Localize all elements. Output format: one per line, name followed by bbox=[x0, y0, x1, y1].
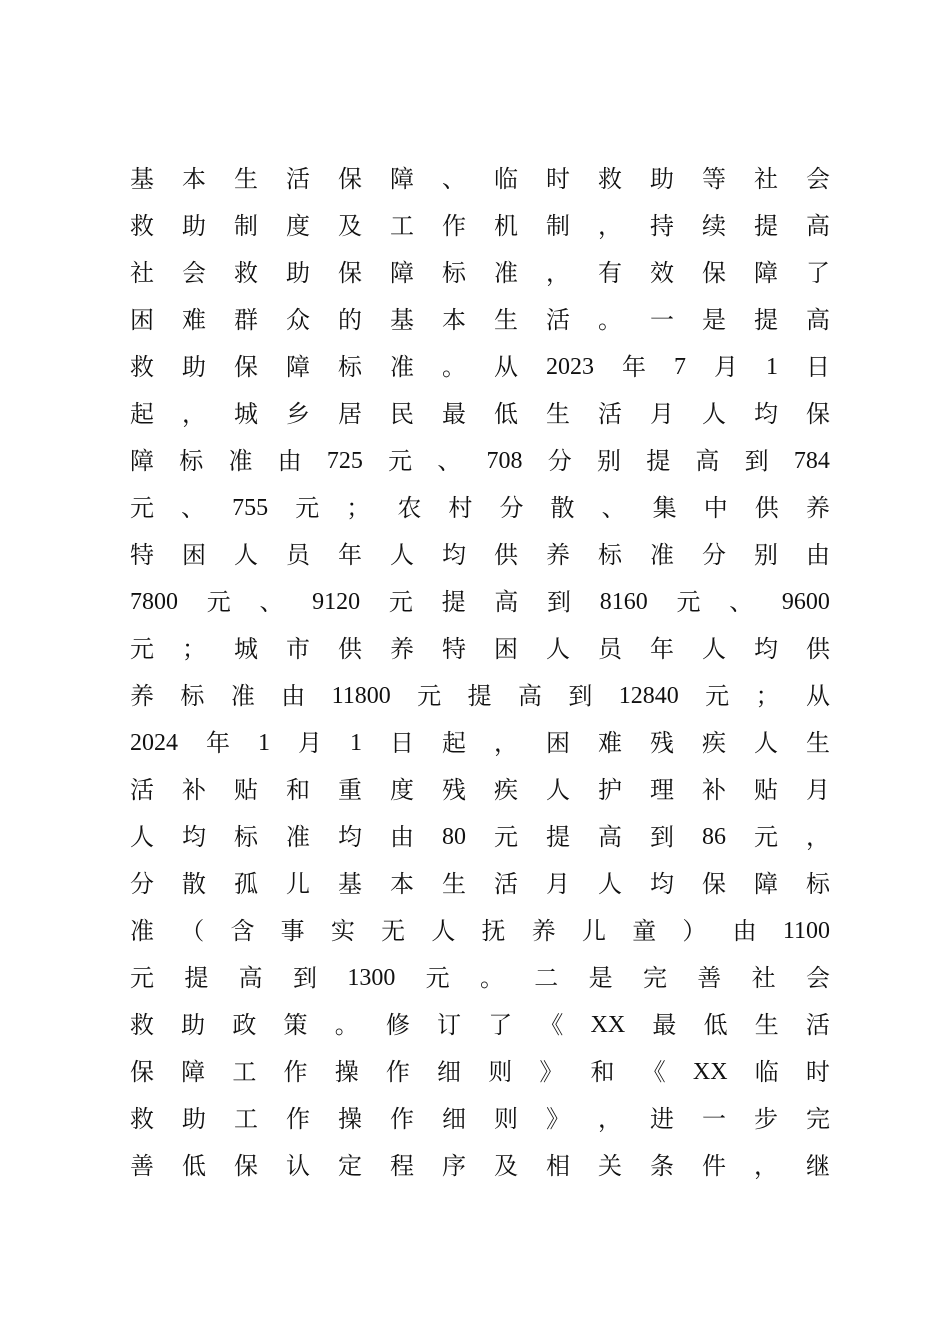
text-line: 活 补 贴 和 重 度 残 疾 人 护 理 补 贴 月 bbox=[130, 776, 830, 804]
text-line: 救 助 制 度 及 工 作 机 制 ， 持 续 提 高 bbox=[130, 212, 830, 240]
text-line: 困 难 群 众 的 基 本 生 活 。 一 是 提 高 bbox=[130, 306, 830, 334]
text-line: 救 助 工 作 操 作 细 则 》 ， 进 一 步 完 bbox=[130, 1105, 830, 1133]
text-line: 救 助 保 障 标 准 。 从 2023 年 7 月 1 日 bbox=[130, 353, 830, 381]
text-line: 7800 元 、 9120 元 提 高 到 8160 元 、 9600 bbox=[130, 588, 830, 616]
text-line: 社 会 救 助 保 障 标 准 ， 有 效 保 障 了 bbox=[130, 259, 830, 287]
text-line: 分 散 孤 儿 基 本 生 活 月 人 均 保 障 标 bbox=[130, 870, 830, 898]
text-line: 元 、 755 元 ； 农 村 分 散 、 集 中 供 养 bbox=[130, 494, 830, 522]
text-line: 人 均 标 准 均 由 80 元 提 高 到 86 元 ， bbox=[130, 823, 830, 851]
text-line: 起 ， 城 乡 居 民 最 低 生 活 月 人 均 保 bbox=[130, 400, 830, 428]
text-line: 基 本 生 活 保 障 、 临 时 救 助 等 社 会 bbox=[130, 165, 830, 193]
body-text bbox=[130, 156, 830, 1190]
text-line: 特 困 人 员 年 人 均 供 养 标 准 分 别 由 bbox=[130, 541, 830, 569]
text-line: 元 ； 城 市 供 养 特 困 人 员 年 人 均 供 bbox=[130, 635, 830, 663]
text-line: 准 （ 含 事 实 无 人 抚 养 儿 童 ） 由 1100 bbox=[130, 917, 830, 945]
text-line: 救 助 政 策 。 修 订 了 《 XX 最 低 生 活 bbox=[130, 1011, 830, 1039]
text-line: 养 标 准 由 11800 元 提 高 到 12840 元 ； 从 bbox=[130, 682, 830, 710]
text-line: 2024 年 1 月 1 日 起 ， 困 难 残 疾 人 生 bbox=[130, 729, 830, 757]
text-line: 障 标 准 由 725 元 、 708 分 别 提 高 到 784 bbox=[130, 447, 830, 475]
text-line: 善 低 保 认 定 程 序 及 相 关 条 件 ， 继 bbox=[130, 1152, 830, 1180]
text-line: 元 提 高 到 1300 元 。 二 是 完 善 社 会 bbox=[130, 964, 830, 992]
text-line: 保 障 工 作 操 作 细 则 》 和 《 XX 临 时 bbox=[130, 1058, 830, 1086]
